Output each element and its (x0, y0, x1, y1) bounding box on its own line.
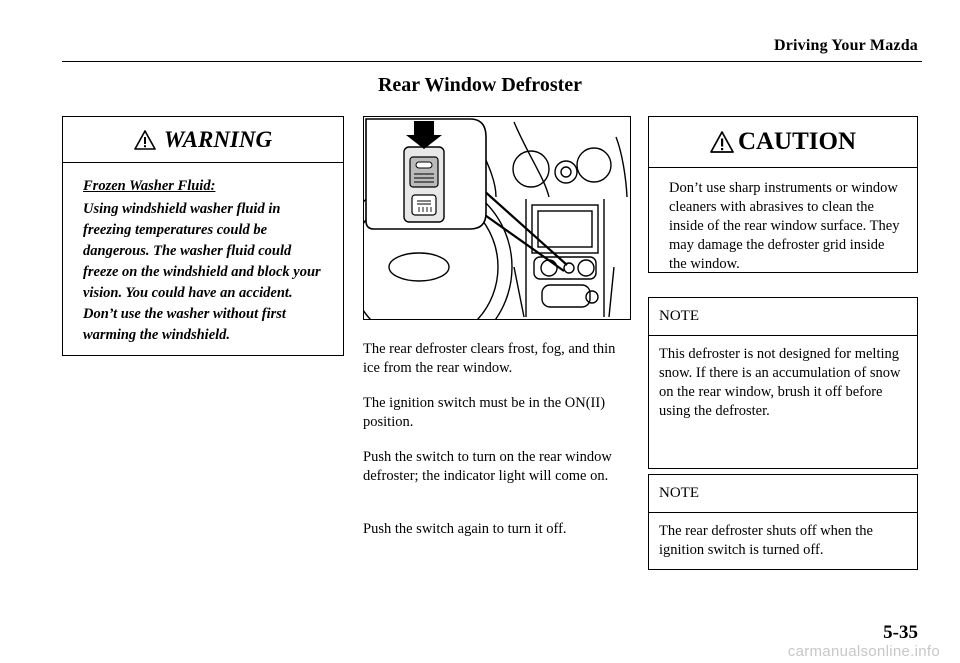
warning-triangle-icon (134, 130, 156, 150)
note-text-2: The rear defroster shuts off when the ignition switch is turned off. (659, 523, 873, 558)
watermark: carmanualsonline.info (787, 643, 940, 660)
warning-heading: WARNING (163, 126, 273, 152)
caution-box (648, 116, 918, 273)
warning-triangle-icon (710, 131, 734, 153)
note-heading-2: NOTE (649, 475, 917, 513)
defroster-illustration (363, 116, 631, 320)
warning-box (62, 116, 344, 356)
note-heading-1: NOTE (649, 298, 917, 336)
body-paragraph-3: Push the switch to turn on the rear window defroster; the indicator light will come on. (363, 449, 612, 484)
caution-heading: CAUTION (737, 128, 857, 155)
note-box-1 (648, 297, 918, 469)
header-rule (62, 61, 922, 62)
dashboard-defroster-switch-illustration (364, 117, 630, 319)
warning-text: Using windshield washer fluid in freezing temperatures could be dangerous. The washer fluid could freeze on the windshield and block your vision. You could have an accident. Don’t use the washer without first warming the windshield. (83, 201, 321, 343)
warning-header (63, 117, 343, 163)
body-paragraph-1: The rear defroster clears frost, fog, and thin ice from the rear window. (363, 341, 616, 376)
note-box-2 (648, 474, 918, 570)
caution-text: Don’t use sharp instruments or window cleaners with abrasives to clean the inside of the rear window surface. They may damage the defroster grid inside the window. (669, 180, 900, 272)
running-header: Driving Your Mazda (773, 37, 918, 54)
body-paragraph-4: Push the switch again to turn it off. (363, 521, 567, 537)
note-text-1: This defroster is not designed for melting snow. If there is an accumulation of snow on the rear window, brush it off before using the defroster. (659, 346, 901, 419)
warning-subtitle: Frozen Washer Fluid: (83, 178, 216, 194)
caution-header (649, 117, 917, 168)
body-paragraph-2: The ignition switch must be in the ON(II) position. (363, 395, 606, 430)
page-number: 5-35 (883, 622, 918, 643)
section-title: Rear Window Defroster (377, 74, 583, 96)
